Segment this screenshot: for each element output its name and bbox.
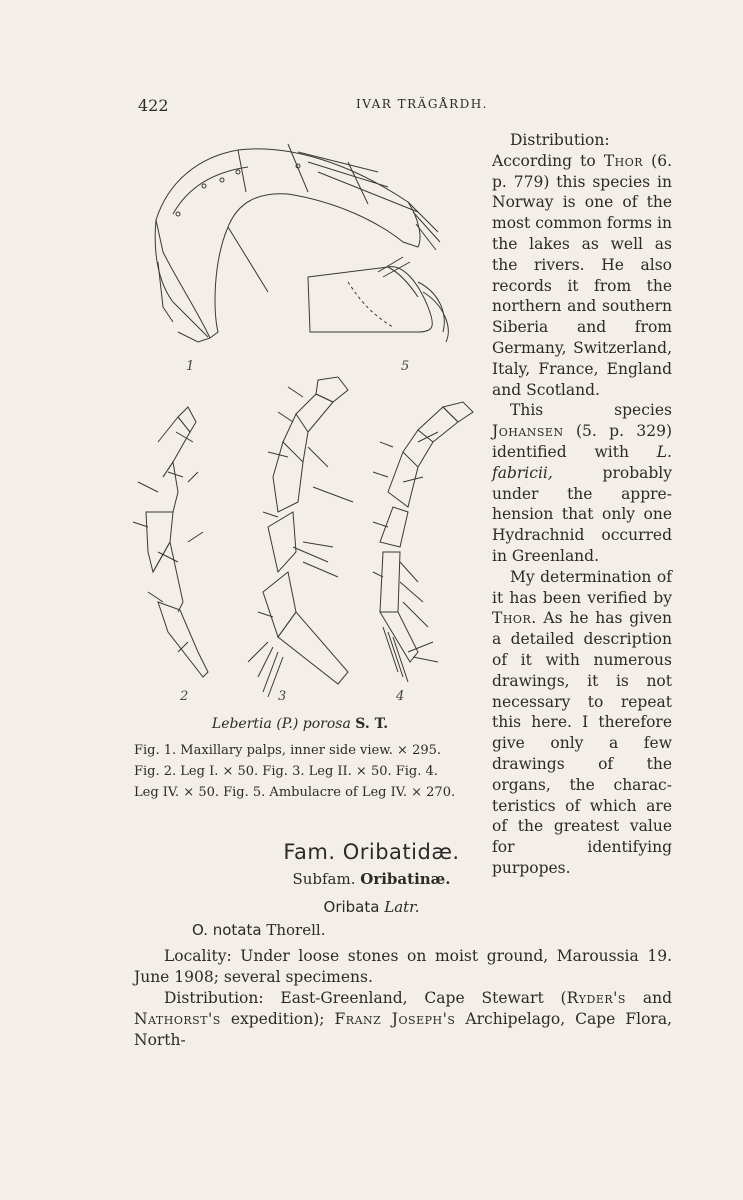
- species-heading: [192, 921, 325, 939]
- fig2-leg-I-drawing: [133, 407, 208, 677]
- plate-caption-species: porosa: [302, 716, 351, 732]
- text-run: Distribution: According to: [492, 131, 610, 170]
- subfamily-prefix: Subfam.: [292, 870, 361, 888]
- johansen-paragraph: [492, 400, 672, 566]
- text-run: expedition);: [220, 1010, 335, 1028]
- subfamily-name: Oribatinæ.: [360, 870, 451, 888]
- species-text: [134, 946, 672, 1051]
- text-run: As he has given a detailed description of it with numerous drawings, it is not necessary to repeat this here. I therefore give only a few drawings of the organs, the characteristics of which are of the greatest value for identifying purpopes.: [492, 609, 672, 877]
- fig3-leg-II-drawing: [248, 377, 353, 697]
- plate-caption-author: S. T.: [355, 716, 389, 732]
- running-header-author: IVAR TRÄGÅRDH.: [356, 97, 488, 111]
- text-run: and: [625, 989, 672, 1007]
- page-number: 422: [138, 96, 169, 115]
- distribution-paragraph: [134, 988, 672, 1051]
- text-run: Distribution: East-Greenland, Cape Stewart (: [164, 989, 567, 1007]
- species-name: O. notata: [192, 921, 262, 939]
- author-name: Thor.: [492, 609, 537, 628]
- genus-name: Oribata: [323, 898, 380, 916]
- genus-author: Latr.: [384, 898, 420, 916]
- fig-label-4: 4: [396, 689, 405, 704]
- figure-caption-line: Fig. 1. Maxillary palps, inner side view. × 295.: [134, 743, 442, 758]
- fig5-ambulacre-drawing: [308, 257, 448, 342]
- plate-caption-subgenus: (P.): [276, 716, 299, 732]
- author-name: Ryder's: [566, 989, 626, 1007]
- text-run: (5. p. 329) identified with: [492, 422, 672, 461]
- fig4-leg-IV-drawing: [373, 402, 473, 682]
- plate-caption: [180, 716, 420, 732]
- text-run: (6. p. 779) this species in Norway is one of the most common forms in the lakes as well as the rivers. He also records it from the northern and southern Siberia and from Germany, Switzerland, Italy, France, England and Scotland.: [492, 151, 673, 399]
- figure-caption-line: Leg IV. × 50. Fig. 5. Ambulacre of Leg IV. × 270.: [134, 785, 456, 800]
- locality-paragraph: Locality: Under loose stones on moist ground, Maroussia 19. June 1908; several specimens.: [134, 947, 672, 986]
- author-name: Nathorst's: [134, 1010, 221, 1028]
- genus-heading: [0, 898, 743, 916]
- fig-label-1: 1: [186, 359, 195, 374]
- text-run: My determination of it has been verified by: [492, 567, 672, 607]
- text-run: Archipelago, Cape Flora, North-: [134, 1010, 673, 1049]
- fig-label-3: 3: [278, 689, 287, 704]
- fig-label-5: 5: [401, 359, 410, 374]
- figure-caption: [134, 740, 484, 803]
- text-run: This species: [510, 401, 672, 420]
- fig-label-2: 2: [180, 689, 189, 704]
- plate-caption-genus: Lebertia: [211, 716, 272, 732]
- subfamily-heading: [0, 870, 743, 888]
- figure-caption-line: Fig. 2. Leg I. × 50. Fig. 3. Leg II. × 50. Fig. 4.: [134, 764, 438, 779]
- author-name: Johansen: [492, 422, 564, 441]
- author-name: Thor: [603, 151, 644, 170]
- fig1-maxillary-palp-drawing: [155, 144, 440, 342]
- distribution-paragraph: [492, 130, 672, 400]
- author-name: Franz Joseph's: [334, 1010, 456, 1028]
- determination-paragraph: [492, 567, 672, 879]
- right-column-text: [492, 130, 672, 879]
- species-author: Thorell.: [266, 921, 326, 939]
- text-run: probably under the apprehension that only one Hydrachnid occurred in Greenland.: [492, 463, 672, 565]
- species-name: L. fabricii,: [492, 442, 672, 482]
- family-heading: Fam. Oribatidæ.: [283, 840, 460, 864]
- figure-plate: [118, 132, 478, 712]
